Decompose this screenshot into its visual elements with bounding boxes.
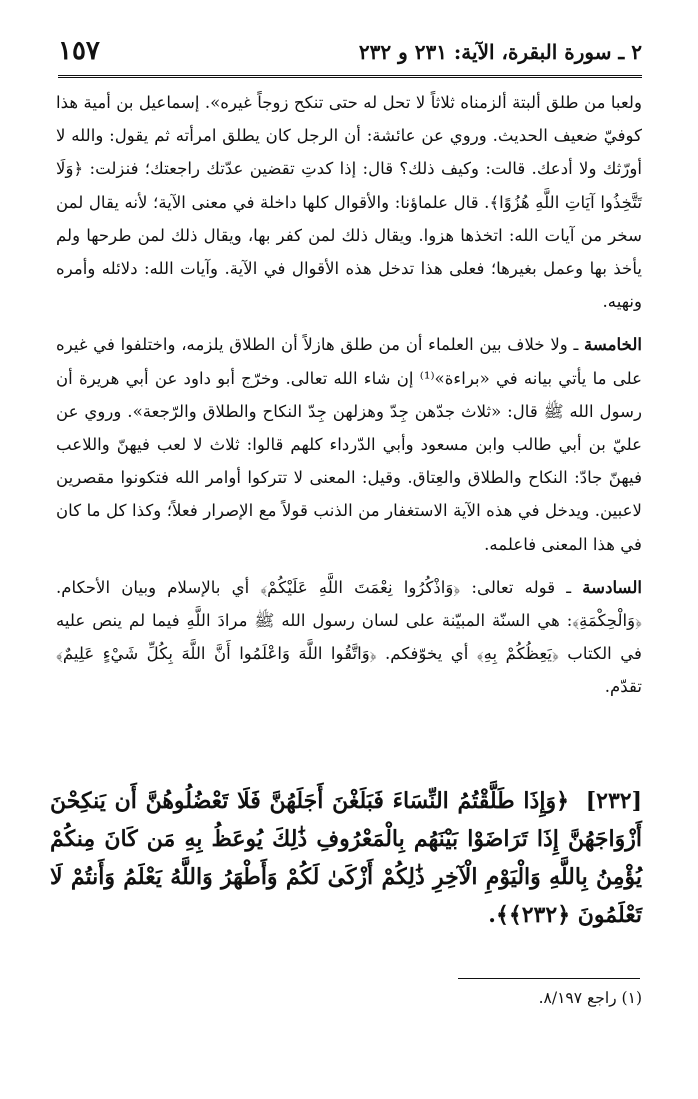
paragraph-fifth xyxy=(56,328,642,560)
footnote-rule xyxy=(458,978,640,979)
verse-number: [٢٣٢] xyxy=(585,788,642,814)
commentary-body xyxy=(56,86,642,714)
page-header xyxy=(58,34,642,78)
paragraph-fifth-text: ـ ولا خلاف بين العلماء أن من طلق هازلاً أن الطلاق يلزمه، واختلفوا في غيره على ما يأتي بيانه في «براءة»⁽¹⁾ إن شاء الله تعالى. وخرّج أبو داود عن أبي هريرة أن رسول الله ﷺ قال: «ثلاث جدّهن جِدّ وهزلهن جِدّ النكاح والطلاق والرّجعة». وروي عن عليّ بن أبي طالب وابن مسعود وأبي الدّرداء كلهم قالوا: ثلاث لا لعب فيهنّ واللاعب فيهنّ جادّ: النكاح والطلاق والعِتاق. وقيل: المعنى لا تتركوا أوامر الله فتكونوا مقصرين لاعبين. ويدخل في هذه الآية الاستغفار من الذنب قولاً مع الإصرار فعلاً؛ وكذا كل ما كان في هذا المعنى فاعلمه. xyxy=(56,335,642,554)
verse-text: ﴿وَإِذَا طَلَّقْتُمُ النِّسَاءَ فَبَلَغْنَ أَجَلَهُنَّ فَلَا تَعْضُلُوهُنَّ أَن يَنكِحْنَ أَزْوَاجَهُنَّ إِذَا تَرَاضَوْا بَيْنَهُم بِالْمَعْرُوفِ ذَٰلِكَ يُوعَظُ بِهِ مَن كَانَ مِنكُمْ يُؤْمِنُ بِاللَّهِ وَالْيَوْمِ الْآخِرِ ذَٰلِكُمْ أَزْكَىٰ لَكُمْ وَأَطْهَرُ وَاللَّهُ يَعْلَمُ وَأَنتُمْ لَا تَعْلَمُونَ ﴿٢٣٢﴾﴾. xyxy=(50,788,642,928)
paragraph-1-text: ولعبا من طلق ألبتة ألزمناه ثلاثاً لا تحل له حتى تنكح زوجاً غيره». إسماعيل بن أمية هذا كوفيّ ضعيف الحديث. وروي عن عائشة: أن الرجل كان يطلق امرأته ثم يقول: والله لا أورّثك ولا أدعك. قالت: وكيف ذلك؟ قال: إذا كدتِ تقضين عدّتك راجعتك؛ فنزلت: ﴿وَلَا تَتَّخِذُوا آيَاتِ اللَّهِ هُزُوًا﴾. قال علماؤنا: والأقوال كلها داخلة في معنى الآية؛ لأنه يقال لمن سخر من آيات الله: اتخذها هزوا. ويقال ذلك لمن كفر بها، ويقال ذلك لمن طرحها ولم يأخذ بها وعمل بغيرها؛ فعلى هذا تدخل هذه الأقوال في الآية. وآيات الله: دلائله وأمره ونهيه. xyxy=(56,93,642,312)
footnote: (١) راجع ٨/١٩٧. xyxy=(538,989,642,1007)
paragraph-1 xyxy=(56,86,642,318)
running-title: ٢ ـ سورة البقرة، الآية: ٢٣١ و ٢٣٢ xyxy=(358,40,642,64)
page-number: ١٥٧ xyxy=(58,36,100,66)
paragraph-sixth xyxy=(56,571,642,704)
paragraph-fifth-heading: الخامسة xyxy=(583,334,642,355)
header-rule xyxy=(58,75,642,78)
paragraph-sixth-heading: السادسة xyxy=(582,576,642,597)
paragraph-sixth-text: ـ قوله تعالى: ﴿وَاذْكُرُوا نِعْمَتَ اللَّهِ عَلَيْكُمْ﴾ أي بالإسلام وبيان الأحكام. ﴿وَالْحِكْمَةِ﴾: هي السنّة المبيّنة على لسان رسول الله ﷺ مرادَ اللَّهِ فيما لم ينص عليه في الكتاب ﴿يَعِظُكُمْ بِهِ﴾ أي يخوّفكم. ﴿وَاتَّقُوا اللَّهَ وَاعْلَمُوا أَنَّ اللَّهَ بِكُلِّ شَيْءٍ عَلِيمٌ﴾ تقدّم. xyxy=(56,577,642,697)
quran-verse xyxy=(50,782,642,934)
